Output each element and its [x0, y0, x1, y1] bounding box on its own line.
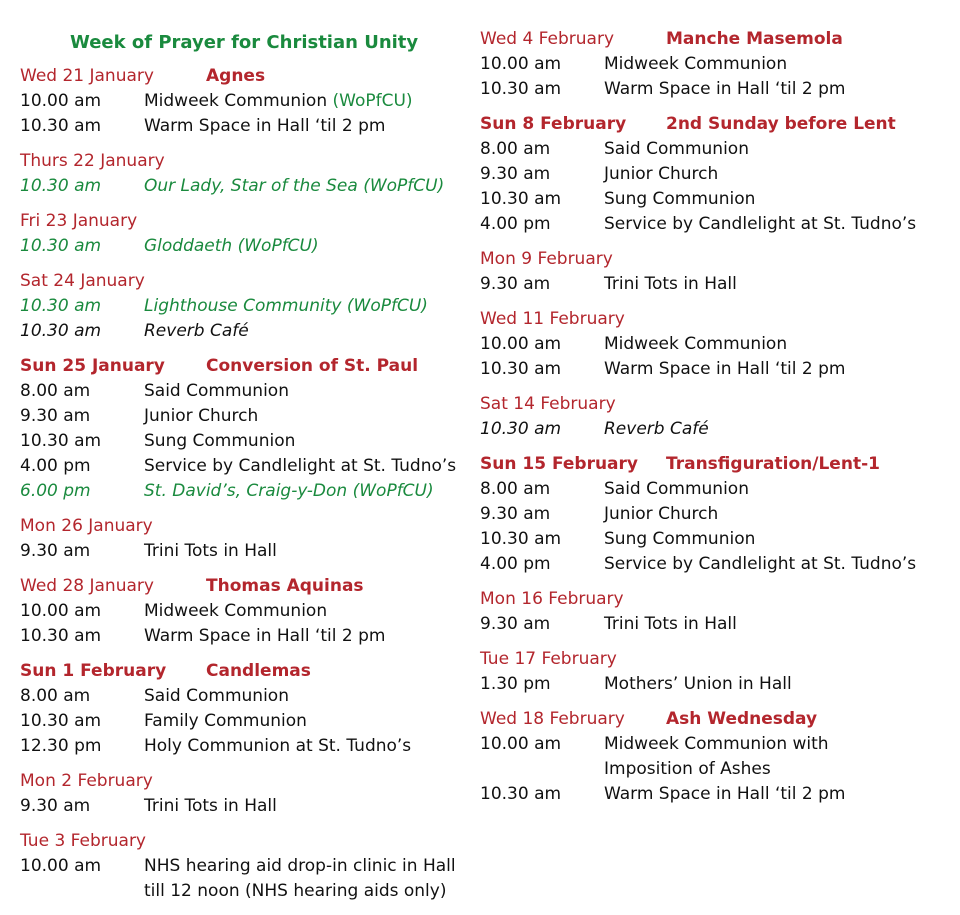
service-row: [480, 212, 950, 237]
day-block: [20, 769, 460, 819]
service-time: 4.00 pm: [480, 554, 551, 574]
day-block: [480, 392, 950, 442]
day-header: [20, 574, 460, 599]
right-day-list: [480, 27, 950, 807]
service-description: [604, 757, 950, 782]
day-header: [20, 269, 460, 294]
day-block: [20, 354, 460, 504]
day-header: [20, 354, 460, 379]
service-description: [144, 709, 460, 734]
service-row: [20, 794, 460, 819]
service-time: 6.00 pm: [20, 481, 91, 501]
service-time: 10.00 am: [20, 601, 102, 621]
day-header: [20, 149, 460, 174]
left-column: [20, 0, 460, 914]
left-day-list: [20, 64, 460, 904]
service-description-text: Said Communion: [604, 139, 749, 159]
service-description: [604, 417, 950, 442]
service-description-text: till 12 noon (NHS hearing aids only): [144, 881, 447, 901]
service-row: [20, 539, 460, 564]
service-description-text: Said Communion: [144, 381, 289, 401]
service-description: [144, 539, 460, 564]
service-description: [604, 332, 950, 357]
day-date: Sat 14 February: [480, 394, 616, 414]
service-description-text: Said Communion: [144, 686, 289, 706]
day-block: [480, 307, 950, 382]
service-description-text: St. David’s, Craig-y-Don (WoPfCU): [144, 481, 434, 501]
service-time: 10.00 am: [480, 734, 562, 754]
service-time: 10.00 am: [20, 91, 102, 111]
service-description-text: Midweek Communion: [604, 54, 788, 74]
service-row: [480, 357, 950, 382]
service-row: [20, 854, 460, 879]
day-header: [480, 112, 950, 137]
service-row: [480, 332, 950, 357]
service-description: [144, 624, 460, 649]
day-header: [20, 514, 460, 539]
service-description-text: Imposition of Ashes: [604, 759, 771, 779]
service-row: [20, 404, 460, 429]
service-description-text: Junior Church: [144, 406, 259, 426]
service-description: [144, 294, 460, 319]
service-description: [604, 782, 950, 807]
service-description-text: Service by Candlelight at St. Tudno’s: [604, 214, 917, 234]
service-description: [604, 357, 950, 382]
service-row: [20, 234, 460, 259]
service-row: [20, 379, 460, 404]
day-header: [20, 829, 460, 854]
service-description-text: Trini Tots in Hall: [144, 796, 277, 816]
service-row: [480, 162, 950, 187]
day-header: [20, 209, 460, 234]
day-header: [20, 64, 460, 89]
service-row: [20, 879, 460, 904]
day-block: [480, 707, 950, 807]
service-row: [480, 77, 950, 102]
service-description-text: Mothers’ Union in Hall: [604, 674, 792, 694]
day-date: Wed 11 February: [480, 309, 625, 329]
service-description: [604, 502, 950, 527]
day-block: [480, 247, 950, 297]
service-description-text: Trini Tots in Hall: [604, 614, 737, 634]
day-block: [20, 209, 460, 259]
service-description: [144, 89, 460, 114]
service-time: 10.30 am: [20, 296, 102, 316]
service-time: 9.30 am: [480, 504, 551, 524]
service-description: [604, 137, 950, 162]
service-row: [20, 454, 460, 479]
service-row: [20, 429, 460, 454]
day-date: Wed 21 January: [20, 66, 154, 86]
service-description-text: Sung Communion: [144, 431, 296, 451]
day-header: [480, 307, 950, 332]
feast-name: Ash Wednesday: [666, 709, 818, 729]
service-time: 10.30 am: [20, 321, 102, 341]
service-time: 10.30 am: [20, 236, 102, 256]
service-time: 10.00 am: [20, 856, 102, 876]
service-description-text: Sung Communion: [604, 189, 756, 209]
service-time: 10.30 am: [480, 784, 562, 804]
day-date: Sun 15 February: [480, 454, 638, 474]
service-time: 9.30 am: [480, 274, 551, 294]
day-date: Sat 24 January: [20, 271, 145, 291]
feast-name: Manche Masemola: [666, 29, 843, 49]
day-block: [20, 149, 460, 199]
service-row: [480, 527, 950, 552]
service-time: 9.30 am: [20, 406, 91, 426]
service-time: 10.30 am: [480, 529, 562, 549]
service-description: [144, 234, 460, 259]
service-description: [604, 187, 950, 212]
service-time: 9.30 am: [480, 614, 551, 634]
day-block: [480, 647, 950, 697]
service-description-text: Warm Space in Hall ‘til 2 pm: [144, 626, 386, 646]
service-row: [480, 272, 950, 297]
day-block: [480, 587, 950, 637]
day-block: [480, 27, 950, 102]
service-description: [144, 479, 460, 504]
service-description-text: Trini Tots in Hall: [604, 274, 737, 294]
service-time: 10.30 am: [480, 419, 562, 439]
service-description: [144, 734, 460, 759]
service-row: [20, 319, 460, 344]
day-date: Thurs 22 January: [20, 151, 165, 171]
unity-week-heading: Week of Prayer for Christian Unity: [70, 32, 419, 53]
service-row: [480, 187, 950, 212]
day-date: Mon 2 February: [20, 771, 153, 791]
service-time: 12.30 pm: [20, 736, 102, 756]
service-description: [144, 174, 460, 199]
service-description-text: Midweek Communion: [144, 91, 328, 111]
day-date: Wed 4 February: [480, 29, 615, 49]
service-description: [604, 52, 950, 77]
service-row: [480, 732, 950, 757]
service-description: [604, 732, 950, 757]
service-description-text: Junior Church: [604, 504, 719, 524]
service-description: [144, 684, 460, 709]
day-header: [480, 247, 950, 272]
service-description: [144, 319, 460, 344]
service-row: [20, 624, 460, 649]
service-description-text: Service by Candlelight at St. Tudno’s: [604, 554, 917, 574]
service-row: [480, 612, 950, 637]
service-description-text: Trini Tots in Hall: [144, 541, 277, 561]
feast-name: Candlemas: [206, 661, 311, 681]
day-header: [480, 452, 950, 477]
service-time: 10.30 am: [20, 711, 102, 731]
service-description: [604, 477, 950, 502]
service-description-text: Warm Space in Hall ‘til 2 pm: [604, 79, 846, 99]
day-block: [20, 829, 460, 904]
service-time: 10.00 am: [480, 54, 562, 74]
service-description-text: Midweek Communion with: [604, 734, 829, 754]
service-description-text: Midweek Communion: [144, 601, 328, 621]
service-description: [604, 77, 950, 102]
day-block: [20, 574, 460, 649]
service-description: [604, 212, 950, 237]
service-time: 10.30 am: [20, 626, 102, 646]
service-description: [604, 672, 950, 697]
service-time: 9.30 am: [20, 796, 91, 816]
service-time: 1.30 pm: [480, 674, 551, 694]
service-description: [604, 612, 950, 637]
service-description: [144, 114, 460, 139]
service-description: [604, 552, 950, 577]
service-description-text: Warm Space in Hall ‘til 2 pm: [604, 359, 846, 379]
service-description: [144, 379, 460, 404]
service-time: 4.00 pm: [480, 214, 551, 234]
day-header: [480, 647, 950, 672]
day-block: [20, 659, 460, 759]
service-time: 10.30 am: [480, 79, 562, 99]
service-description-text: Family Communion: [144, 711, 307, 731]
day-date: Sun 1 February: [20, 661, 167, 681]
unity-week-tag: (WoPfCU): [327, 91, 413, 111]
service-row: [480, 137, 950, 162]
service-time: 8.00 am: [480, 139, 551, 159]
day-block: [20, 514, 460, 564]
day-block: [480, 452, 950, 577]
service-description-text: Holy Communion at St. Tudno’s: [144, 736, 412, 756]
service-description: [144, 404, 460, 429]
day-header: [20, 659, 460, 684]
service-description-text: Reverb Café: [144, 321, 249, 341]
service-row: [480, 552, 950, 577]
service-time: 8.00 am: [20, 381, 91, 401]
service-description: [144, 794, 460, 819]
feast-name: 2nd Sunday before Lent: [666, 114, 896, 134]
day-header: [480, 27, 950, 52]
service-description-text: Lighthouse Community (WoPfCU): [144, 296, 428, 316]
service-description-text: Midweek Communion: [604, 334, 788, 354]
service-description-text: Our Lady, Star of the Sea (WoPfCU): [144, 176, 445, 196]
service-description: [604, 272, 950, 297]
service-time: 8.00 am: [480, 479, 551, 499]
service-row: [480, 417, 950, 442]
service-description-text: Gloddaeth (WoPfCU): [144, 236, 319, 256]
feast-name: Conversion of St. Paul: [206, 356, 419, 376]
service-description: [604, 162, 950, 187]
service-time: 4.00 pm: [20, 456, 91, 476]
service-description: [144, 429, 460, 454]
day-date: Wed 28 January: [20, 576, 154, 596]
day-header: [480, 707, 950, 732]
feast-name: Transfiguration/Lent-1: [666, 454, 880, 474]
service-description: [144, 599, 460, 624]
day-block: [20, 269, 460, 344]
service-description-text: Warm Space in Hall ‘til 2 pm: [604, 784, 846, 804]
service-row: [20, 89, 460, 114]
service-row: [20, 294, 460, 319]
service-row: [20, 174, 460, 199]
day-date: Mon 9 February: [480, 249, 613, 269]
service-row: [480, 502, 950, 527]
service-time: 10.30 am: [20, 116, 102, 136]
day-date: Tue 17 February: [480, 649, 617, 669]
service-description: [144, 454, 460, 479]
day-block: [20, 64, 460, 139]
service-row: [480, 757, 950, 782]
feast-name: Agnes: [206, 66, 266, 86]
service-row: [20, 709, 460, 734]
day-date: Sun 8 February: [480, 114, 627, 134]
day-date: Tue 3 February: [20, 831, 146, 851]
service-time: 10.00 am: [480, 334, 562, 354]
service-row: [20, 734, 460, 759]
service-description-text: Said Communion: [604, 479, 749, 499]
service-time: 10.30 am: [480, 189, 562, 209]
service-row: [20, 479, 460, 504]
service-time: 8.00 am: [20, 686, 91, 706]
service-description-text: NHS hearing aid drop-in clinic in Hall: [144, 856, 456, 876]
right-column: [480, 0, 950, 817]
service-row: [20, 114, 460, 139]
service-description-text: Service by Candlelight at St. Tudno’s: [144, 456, 457, 476]
service-time: 10.30 am: [20, 431, 102, 451]
day-date: Wed 18 February: [480, 709, 625, 729]
service-description: [604, 527, 950, 552]
day-date: Fri 23 January: [20, 211, 138, 231]
day-header: [20, 769, 460, 794]
day-date: Mon 16 February: [480, 589, 624, 609]
day-header: [480, 392, 950, 417]
service-time: 10.30 am: [20, 176, 102, 196]
service-time: 10.30 am: [480, 359, 562, 379]
day-header: [480, 587, 950, 612]
service-row: [480, 782, 950, 807]
service-row: [20, 599, 460, 624]
service-row: [480, 52, 950, 77]
service-description-text: Reverb Café: [604, 419, 709, 439]
day-block: [480, 112, 950, 237]
day-date: Sun 25 January: [20, 356, 165, 376]
service-description: [144, 879, 460, 904]
service-row: [480, 672, 950, 697]
service-description-text: Junior Church: [604, 164, 719, 184]
service-row: [20, 684, 460, 709]
service-description-text: Sung Communion: [604, 529, 756, 549]
service-time: 9.30 am: [480, 164, 551, 184]
service-time: 9.30 am: [20, 541, 91, 561]
service-description-text: Warm Space in Hall ‘til 2 pm: [144, 116, 386, 136]
service-row: [480, 477, 950, 502]
feast-name: Thomas Aquinas: [206, 576, 364, 596]
day-date: Mon 26 January: [20, 516, 153, 536]
service-description: [144, 854, 460, 879]
